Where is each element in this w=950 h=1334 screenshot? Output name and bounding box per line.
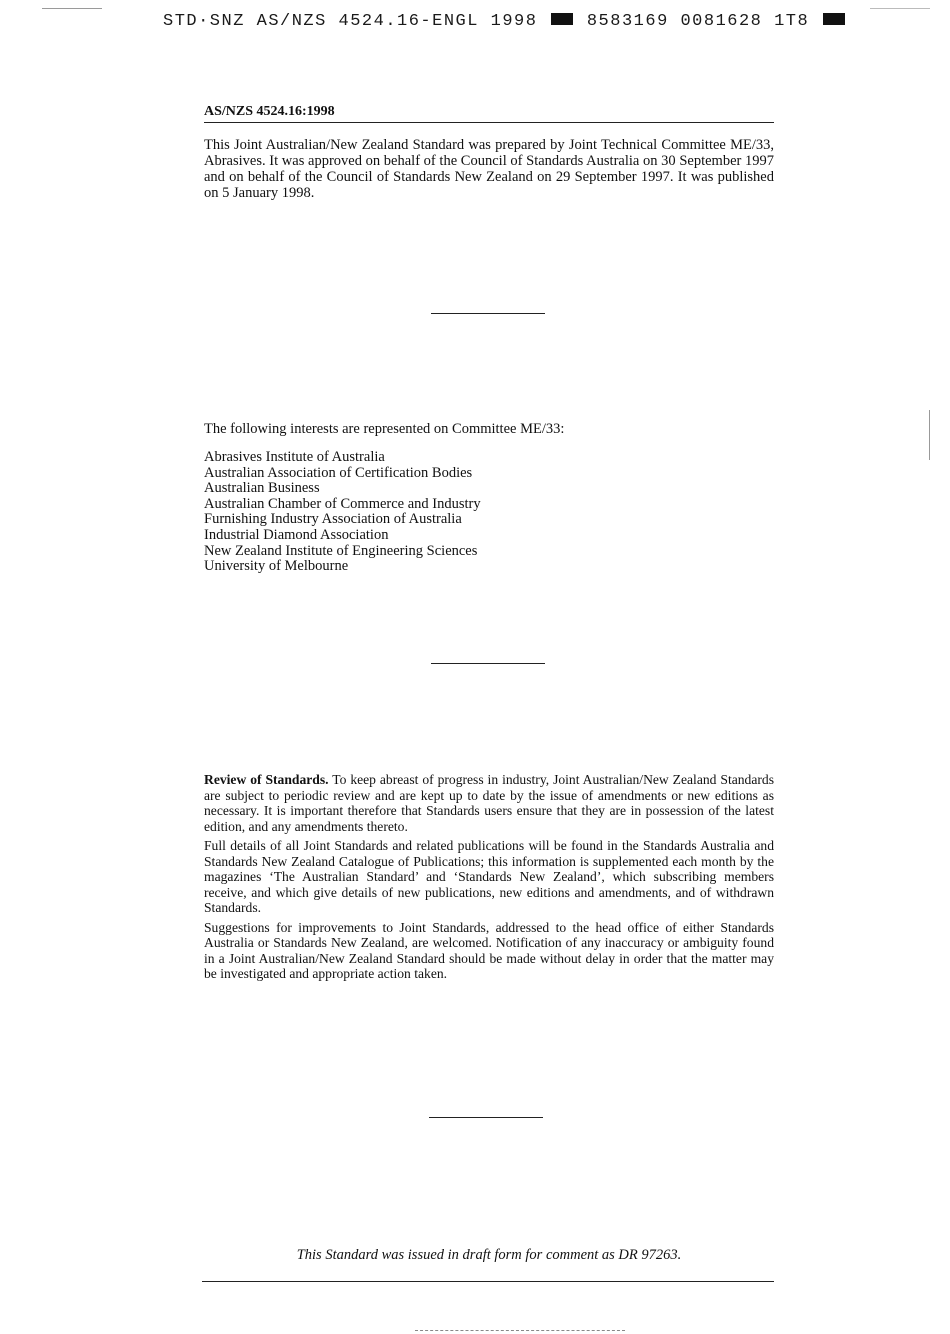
list-item: Australian Chamber of Commerce and Industry: [204, 495, 481, 512]
intro-paragraph: This Joint Australian/New Zealand Standard was prepared by Joint Technical Committee ME/33, Abrasives. It was approved on behalf of the Council of Standards Australia on 30 September 1997 and on behalf of the Council of Standards New Zealand on 29 September 1997. It was published on 5 January 1998.: [204, 137, 774, 201]
section-divider: [431, 663, 545, 664]
scan-artifact-line: [870, 8, 930, 9]
review-paragraph: Full details of all Joint Standards and related publications will be found in the Standards Australia and Standards New Zealand Catalogue of Publications; this information is supplemented each month by the magazines ‘The Australian Standard’ and ‘Standards New Zealand’, which subscribing members receive, and which give details of new publications, new editions and amendments, and of withdrawn Standards.: [204, 838, 774, 915]
scan-block-mark: [551, 13, 573, 25]
list-item: New Zealand Institute of Engineering Sciences: [204, 542, 478, 559]
list-item: Industrial Diamond Association: [204, 526, 389, 543]
review-paragraph: [204, 772, 774, 834]
list-item: Australian Business: [204, 480, 320, 497]
scan-header-middle-text: 8583169 0081628 1T8: [586, 12, 810, 31]
list-item: Abrasives Institute of Australia: [204, 449, 385, 465]
scan-header: [163, 12, 847, 31]
scan-artifact-line: [42, 8, 102, 9]
list-item: University of Melbourne: [204, 558, 349, 575]
scan-header-left-text: STD·SNZ AS/NZS 4524.16-ENGL 1998: [163, 12, 538, 31]
footer-rule: [202, 1281, 774, 1282]
review-lead: Review of Standards.: [204, 772, 329, 787]
review-paragraph-1-text: To keep abreast of progress in industry, Joint Australian/New Zealand Standards are subject to periodic review and are kept up to date by the issue of amendments or new editions as necessary. It is important therefore that Standards users ensure that they are in possession of the latest edition, and any amendments thereto.: [204, 772, 774, 834]
list-item: Furnishing Industry Association of Australia: [204, 511, 462, 528]
scan-artifact-line: [929, 410, 930, 460]
standard-number: AS/NZS 4524.16:1998: [204, 104, 335, 119]
scan-artifact-line: [415, 1330, 625, 1331]
section-divider: [429, 1117, 543, 1118]
list-item: Australian Association of Certification Bodies: [204, 464, 473, 481]
section-divider: [431, 313, 545, 314]
draft-note: This Standard was issued in draft form for comment as DR 97263.: [296, 1247, 682, 1263]
review-section: [204, 772, 774, 986]
review-paragraph: Suggestions for improvements to Joint Standards, addressed to the head office of either Standards Australia or Standards New Zealand, are welcomed. Notification of any inaccuracy or ambiguity found in a Joint Australian/New Zealand Standard should be made without delay in order that the matter may be investigated and appropriate action taken.: [204, 919, 774, 981]
interests-list: [204, 450, 481, 575]
interests-heading: The following interests are represented on Committee ME/33:: [204, 421, 565, 437]
scan-block-mark: [823, 13, 845, 25]
header-rule: [204, 122, 774, 123]
